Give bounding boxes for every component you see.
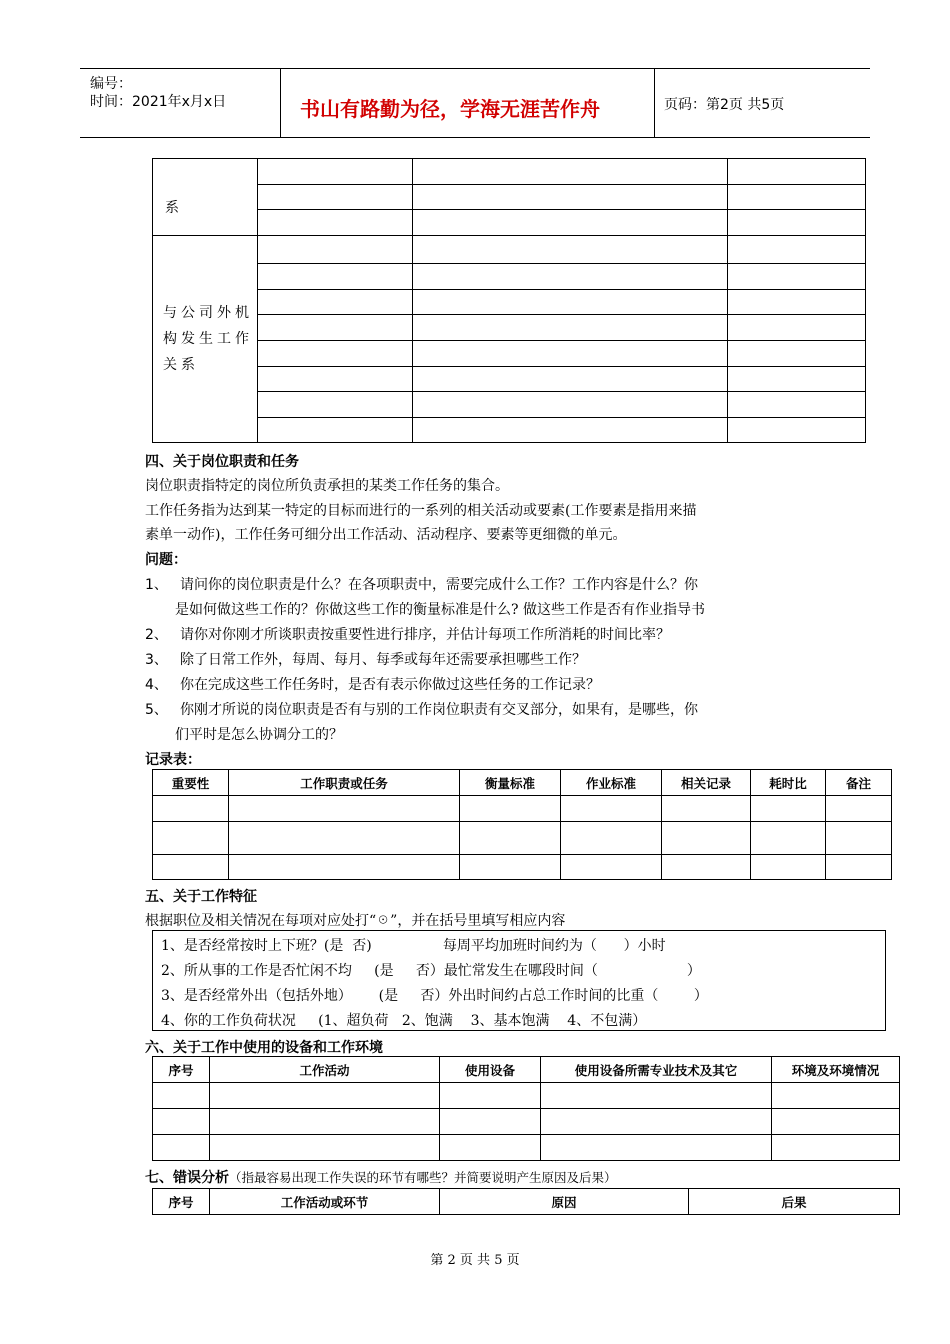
equipment-header-activity: 工作活动 (210, 1057, 440, 1083)
record-label: 记录表： (145, 752, 201, 768)
question-5-num: 5、 (145, 702, 168, 718)
record-header-records: 相关记录 (662, 770, 751, 796)
section5-title: 五、关于工作特征 (145, 889, 257, 905)
section4-para2-line1: 工作任务指为达到某一特定的目标而进行的一系列的相关活动或要素(工作要素是指用来描 (145, 503, 697, 519)
section7-note: （指最容易出现工作失误的环节有哪些？并简要说明产生原因及后果） (229, 1170, 617, 1185)
date-label: 时间：2021年x月x日 (90, 94, 227, 110)
table-row (153, 1083, 900, 1109)
header-left-cell (80, 69, 281, 137)
question-4-line1: 你在完成这些工作任务时，是否有表示你做过这些任务的工作记录？ (180, 677, 600, 693)
question-5-line1: 你刚才所说的岗位职责是否有与别的工作岗位职责有交叉部分，如果有，是哪些，你 (180, 702, 698, 718)
question-4-num: 4、 (145, 677, 168, 693)
header-right-cell (654, 69, 870, 137)
feature-item-3: 3、是否经常外出（包括外地） (是 否）外出时间约占总工作时间的比重（ ） (161, 988, 708, 1004)
question-2-line1: 请你对你刚才所谈职责按重要性进行排序，并估计每项工作所消耗的时间比率？ (180, 627, 670, 643)
question-5-line2: 们平时是怎么协调分工的？ (175, 727, 343, 743)
work-features-box (152, 930, 886, 1031)
question-3-line1: 除了日常工作外，每周、每月、每季或每年还需要承担哪些工作？ (180, 652, 586, 668)
record-header-time-ratio: 耗时比 (751, 770, 826, 796)
section4-title: 四、关于岗位职责和任务 (145, 454, 299, 470)
equipment-header-device: 使用设备 (440, 1057, 541, 1083)
feature-item-2: 2、所从事的工作是否忙闲不均 (是 否）最忙常发生在哪段时间（ ） (161, 963, 701, 979)
questions-label: 问题： (145, 552, 187, 568)
number-label: 编号： (90, 76, 132, 92)
question-2-num: 2、 (145, 627, 168, 643)
relations-table (152, 158, 866, 443)
section7-title: 七、错误分析 (145, 1170, 229, 1186)
header-center-cell (280, 69, 655, 137)
equipment-header-environment: 环境及环境情况 (772, 1057, 900, 1083)
relations-label-cell (153, 159, 258, 236)
section7-heading (145, 1167, 617, 1187)
question-1-line2: 是如何做这些工作的？你做这些工作的衡量标准是什么? 做这些工作是否有作业指导书 (175, 602, 705, 618)
section4-para1: 岗位职责指特定的岗位所负责承担的某类工作任务的集合。 (145, 478, 509, 494)
feature-item-1: 1、是否经常按时上下班？(是 否) 每周平均加班时间约为（ ）小时 (161, 938, 666, 954)
table-row (153, 855, 892, 880)
section4-para2-line2: 素单一动作)，工作任务可细分出工作活动、活动程序、要素等更细微的单元。 (145, 527, 627, 543)
question-3-num: 3、 (145, 652, 168, 668)
question-1-num: 1、 (145, 577, 168, 593)
record-header-importance: 重要性 (153, 770, 229, 796)
equipment-header-no: 序号 (153, 1057, 210, 1083)
record-table (152, 769, 892, 880)
record-header-task: 工作职责或任务 (229, 770, 460, 796)
error-analysis-table (152, 1188, 900, 1215)
page-header (80, 68, 870, 138)
feature-item-4: 4、你的工作负荷状况 (1、超负荷 2、饱满 3、基本饱满 4、不包满） (161, 1013, 647, 1029)
equipment-table (152, 1056, 900, 1161)
error-header-no: 序号 (153, 1189, 210, 1215)
record-header-notes: 备注 (826, 770, 892, 796)
error-header-cause: 原因 (440, 1189, 689, 1215)
table-row (153, 1109, 900, 1135)
page-footer: 第 2 页 共 5 页 (430, 1253, 520, 1268)
error-header-activity: 工作活动或环节 (210, 1189, 440, 1215)
record-header-standard: 作业标准 (561, 770, 662, 796)
page-label: 页码：第2页 共5页 (664, 97, 785, 113)
relations-label-2: 与公司外机 构发生工作 关系 (163, 305, 253, 373)
motto: 书山有路勤为径，学海无涯苦作舟 (300, 97, 600, 121)
question-1-line1: 请问你的岗位职责是什么？在各项职责中，需要完成什么工作？工作内容是什么？你 (180, 577, 698, 593)
equipment-header-skills: 使用设备所需专业技术及其它 (541, 1057, 772, 1083)
section5-intro: 根据职位及相关情况在每项对应处打“☉”，并在括号里填写相应内容 (145, 913, 566, 929)
table-row (153, 796, 892, 822)
table-row (153, 822, 892, 855)
section6-title: 六、关于工作中使用的设备和工作环境 (145, 1040, 383, 1056)
relations-label-cell-2 (153, 236, 258, 443)
record-header-measure: 衡量标准 (460, 770, 561, 796)
error-header-consequence: 后果 (689, 1189, 900, 1215)
table-row (153, 1135, 900, 1161)
relations-label-1: 系 (165, 200, 183, 216)
